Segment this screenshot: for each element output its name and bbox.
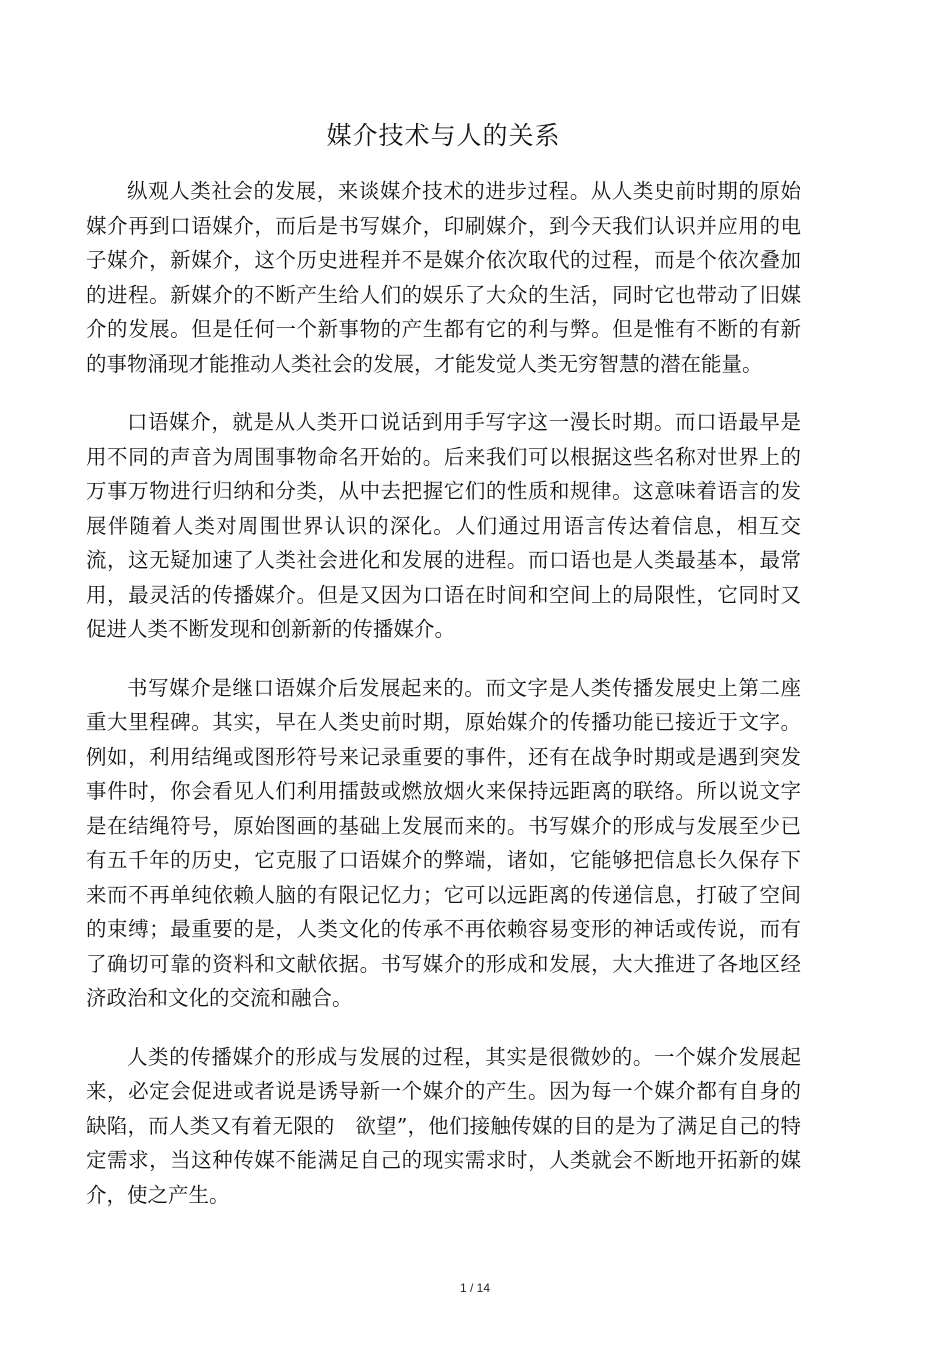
page-number: 1 / 14 [459,1281,491,1295]
paragraph-3: 书写媒介是继口语媒介后发展起来的。而文字是人类传播发展史上第二座重大里程碑。其实，早在人类史前时期，原始媒介的传播功能已接近于文字。例如，利用结绳或图形符号来记录重要的事件，还有在战争时期或是遇到突发事件时，你会看见人们利用擂鼓或燃放烟火来保持远距离的联络。所以说文字是在结绳符号，原始图画的基础上发展而来的。书写媒介的形成与发展至少已有五千年的历史，它克服了口语媒介的弊端，诸如，它能够把信息长久保存下来而不再单纯依赖人脑的有限记忆力；它可以远距离的传递信息，打破了空间的束缚；最重要的是，人类文化的传承不再依赖容易变形的神话或传说，而有了确切可靠的资料和文献依据。书写媒介的形成和发展，大大推进了各地区经济政治和文化的交流和融合。 [86,675,801,1010]
document-title: 媒介技术与人的关系 [326,121,561,150]
paragraph-2: 口语媒介，就是从人类开口说话到用手写字这一漫长时期。而口语最早是用不同的声音为周围事物命名开始的。后来我们可以根据这些名称对世界上的万事万物进行归纳和分类，从中去把握它们的性质和规律。这意味着语言的发展伴随着人类对周围世界认识的深化。人们通过用语言传达着信息，相互交流，这无疑加速了人类社会进化和发展的进程。而口语也是人类最基本，最常用，最灵活的传播媒介。但是又因为口语在时间和空间上的局限性，它同时又促进人类不断发现和创新新的传播媒介。 [86,410,801,641]
paragraph-4: 人类的传播媒介的形成与发展的过程，其实是很微妙的。一个媒介发展起来，必定会促进或者说是诱导新一个媒介的产生。因为每一个媒介都有自身的缺陷，而人类又有着无限的 欲望”，他们接触传媒的目的是为了满足自己的特定需求，当这种传媒不能满足自己的现实需求时，人类就会不断地开拓新的媒介，使之产生。 [86,1044,801,1207]
paragraph-1: 纵观人类社会的发展，来谈媒介技术的进步过程。从人类史前时期的原始媒介再到口语媒介，而后是书写媒介，印刷媒介，到今天我们认识并应用的电子媒介，新媒介，这个历史进程并不是媒介依次取代的过程，而是个依次叠加的进程。新媒介的不断产生给人们的娱乐了大众的生活，同时它也带动了旧媒介的发展。但是任何一个新事物的产生都有它的利与弊。但是惟有不断的有新的事物涌现才能推动人类社会的发展，才能发觉人类无穷智慧的潜在能量。 [86,179,801,376]
document-page [86,118,801,1236]
